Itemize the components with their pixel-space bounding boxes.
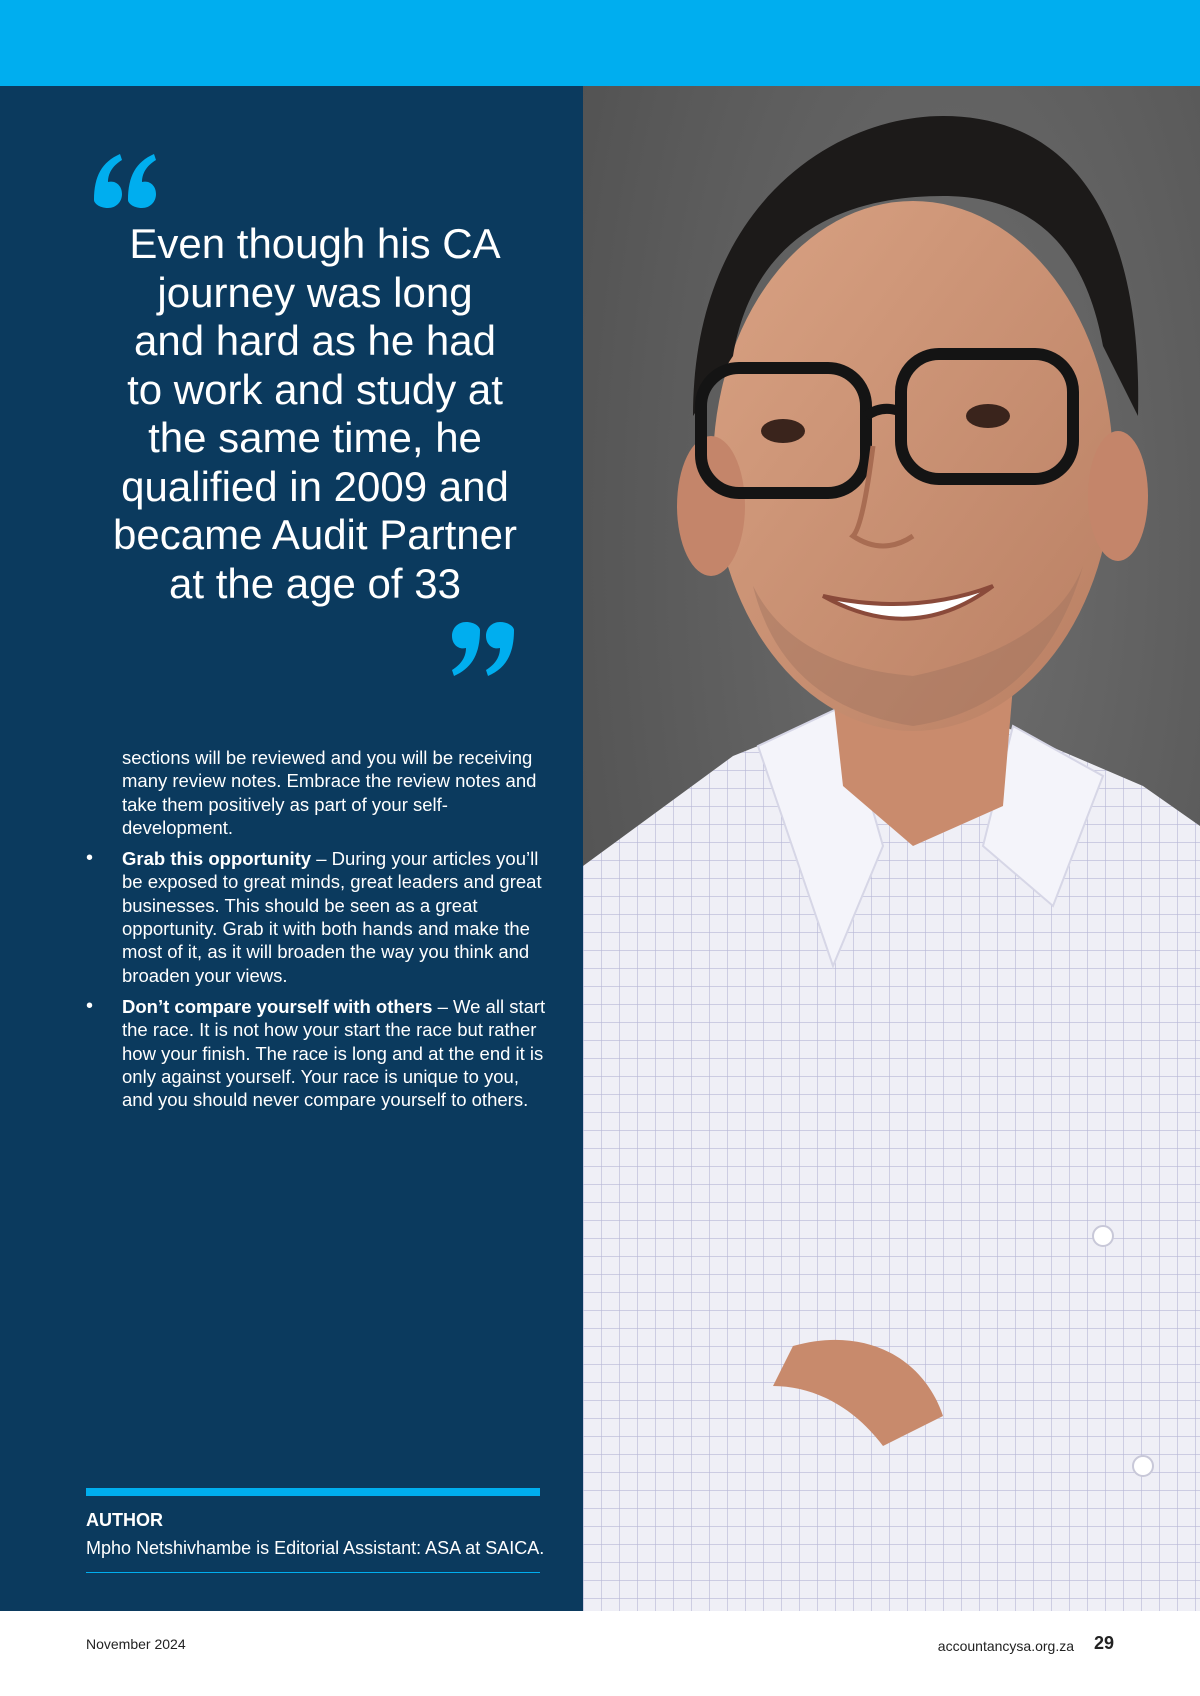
list-item <box>86 847 546 987</box>
pull-quote-line: qualified in 2009 and <box>121 462 509 510</box>
portrait-photo <box>583 86 1200 1611</box>
website-link[interactable]: accountancysa.org.za <box>937 1638 1074 1654</box>
open-quote-icon <box>90 140 160 220</box>
page-number: 29 <box>1093 1633 1114 1653</box>
author-heading: AUTHOR <box>86 1510 163 1530</box>
pull-quote <box>95 220 535 608</box>
tip-title: Don’t compare yourself with others <box>122 995 433 1017</box>
body-paragraph: sections will be reviewed and you will be receiving many review notes. Embrace the review notes and take them positively as part of your self-development. <box>122 747 537 838</box>
pull-quote-line: Even though his CA <box>129 220 501 267</box>
bullet-icon: • <box>86 847 94 870</box>
tips-list <box>86 847 546 1111</box>
pull-quote-line: journey was long <box>157 268 473 316</box>
pull-quote-line: became Audit Partner <box>113 511 517 558</box>
top-accent-bar <box>0 0 1200 86</box>
tip-text: – During your articles you’ll be exposed to great minds, great leaders and great businesses. This should be seen as a great opportunity. Grab it with both hands and make the most of it, as it will broaden the way you think and broaden your views. <box>122 848 542 986</box>
author-bio: Mpho Netshivhambe is Editorial Assistant: ASA at SAICA. <box>86 1538 545 1558</box>
bullet-icon: • <box>86 994 94 1017</box>
author-divider-top <box>86 1488 540 1496</box>
pull-quote-line: at the age of 33 <box>169 559 461 607</box>
tip-text: – We all start the race. It is not how your start the race but rather how your finish. The race is long and at the end it is only against yourself. Your race is unique to you, and you should never compare yourself to others. <box>122 995 546 1111</box>
tip-title: Grab this opportunity <box>122 848 312 870</box>
close-quote-icon <box>448 610 518 690</box>
pull-quote-line: to work and study at <box>127 365 503 413</box>
pull-quote-line: the same time, he <box>148 414 482 461</box>
pull-quote-line: and hard as he had <box>134 317 496 364</box>
article-body <box>86 746 546 1119</box>
list-item <box>86 995 546 1111</box>
issue-date: November 2024 <box>86 1636 186 1652</box>
author-divider-bottom <box>86 1572 540 1573</box>
